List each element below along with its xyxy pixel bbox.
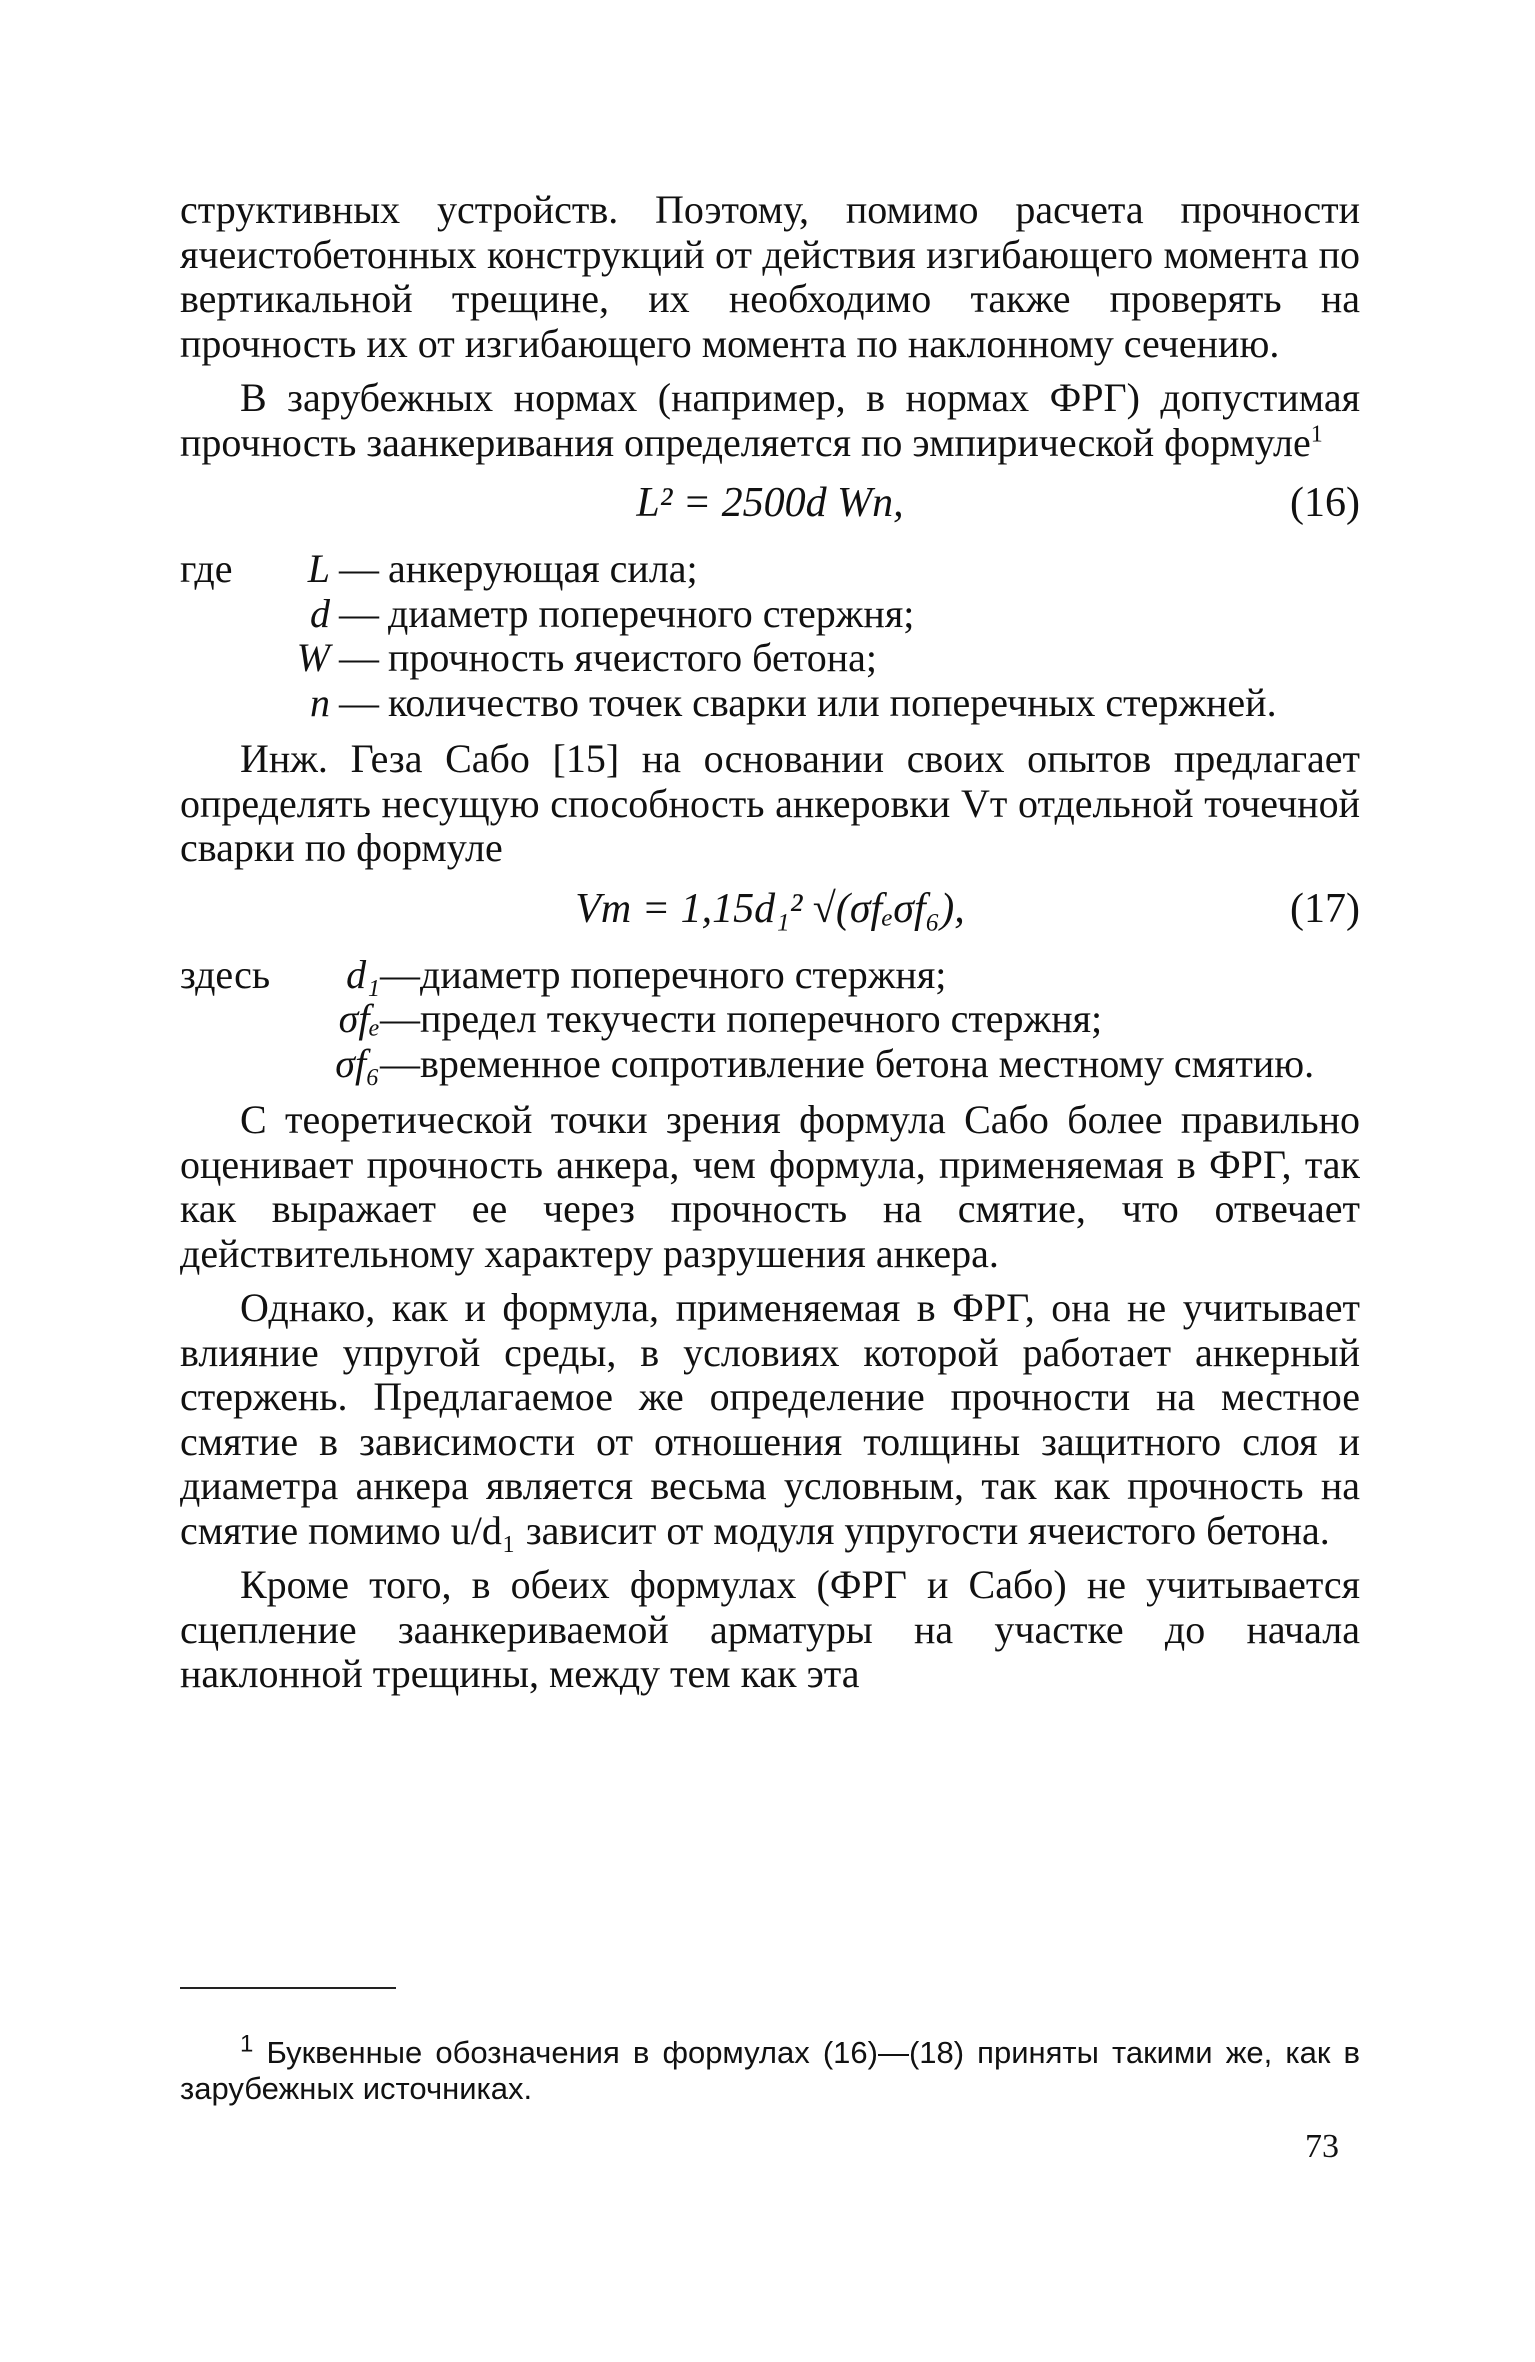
legend-symbol: σfₑ [338,996,380,1041]
legend-row [180,997,1360,1042]
footnote [180,2030,1360,2107]
legend-dash: — [380,1040,420,1086]
legend-row [180,1042,1360,1087]
formula-17 [180,881,1360,941]
legend-row [180,681,1360,726]
legend-dash: — [380,996,420,1041]
paragraph-2-text: В зарубежных нормах (например, в нормах ФРГ) допустимая прочность заанкеривания определяется по эмпирической формуле [180,375,1360,465]
legend-prefix: здесь [180,951,271,997]
formula-16-number: (16) [1290,480,1360,526]
footnote-text: Буквенные обозначения в формулах (16)—(18) приняты такими же, как в зарубежных источниках. [180,2035,1360,2106]
legend-dash: — [339,546,379,591]
paragraph-1: структивных устройств. Поэтому, помимо расчета прочности ячеистобетонных конструкций от действия изгибающего момента по вертикальной трещине, их необходимо также проверять на прочность их от изгибающего момента по наклонному сечению. [180,187,1360,366]
paragraph-2 [180,376,1360,465]
footnote-mark: 1 [1310,421,1323,448]
legend-description: анкерующая сила; [388,546,698,591]
page-number: 73 [1305,2128,1339,2165]
legend-description: количество точек сварки или поперечных стержней. [388,679,1277,725]
legend-row [180,547,1360,592]
legend-description: диаметр поперечного стержня; [420,951,947,997]
legend-dash: — [339,679,379,725]
legend-description: диаметр поперечного стержня; [388,590,915,636]
legend-dash: — [339,635,379,680]
legend-row [180,636,1360,681]
legend-dash: — [380,951,420,997]
legend-dash: — [339,590,379,636]
legend-prefix: где [180,546,233,591]
legend-symbol: d [310,590,330,636]
paragraph-5: Однако, как и формула, применяемая в ФРГ, она не учитывает влияние упругой среды, в условиях которой работает анкерный стержень. Предлагаемое же определение прочности на местное смятие в зависимости от отношения толщины защитного слоя и диаметра анкера является весьма условным, так как прочность на смятие помимо u/d₁ зависит от модуля упругости ячеистого бетона. [180,1285,1360,1553]
formula-17-expression: Vт = 1,15d₁² √(σfₑσf₆), [575,885,965,932]
legend-description: прочность ячеистого бетона; [388,635,877,680]
formula-16-expression: L² = 2500d Wn, [636,480,904,526]
main-text [180,188,1360,1707]
legend-symbol: n [310,679,330,725]
formula-16-legend [180,547,1360,725]
legend-description: временное сопротивление бетона местному смятию. [420,1040,1315,1086]
paragraph-6: Кроме того, в обеих формулах (ФРГ и Сабо) не учитывается сцепление заанкериваемой арматуры на участке до начала наклонной трещины, между тем как эта [180,1562,1360,1696]
formula-17-number: (17) [1290,885,1360,932]
legend-symbol: L [307,546,330,591]
formula-17-legend [180,953,1360,1087]
footnote-divider [180,1987,396,1989]
footnote-number: 1 [240,2030,254,2058]
paragraph-3: Инж. Геза Сабо [15] на основании своих опытов предлагает определять несущую способность анкеровки Vт отдельной точечной сварки по формуле [180,736,1360,870]
legend-row [180,592,1360,637]
legend-description: предел текучести поперечного стержня; [420,996,1103,1041]
legend-symbol: d₁ [346,951,380,997]
formula-16 [180,475,1360,535]
legend-symbol: W [296,635,330,680]
paragraph-4: С теоретической точки зрения формула Сабо более правильно оценивает прочность анкера, чем формула, применяемая в ФРГ, так как выражает ее через прочность на смятие, что отвечает действительному характеру разрушения анкера. [180,1097,1360,1276]
legend-row [180,953,1360,998]
legend-symbol: σf₆ [335,1040,380,1086]
